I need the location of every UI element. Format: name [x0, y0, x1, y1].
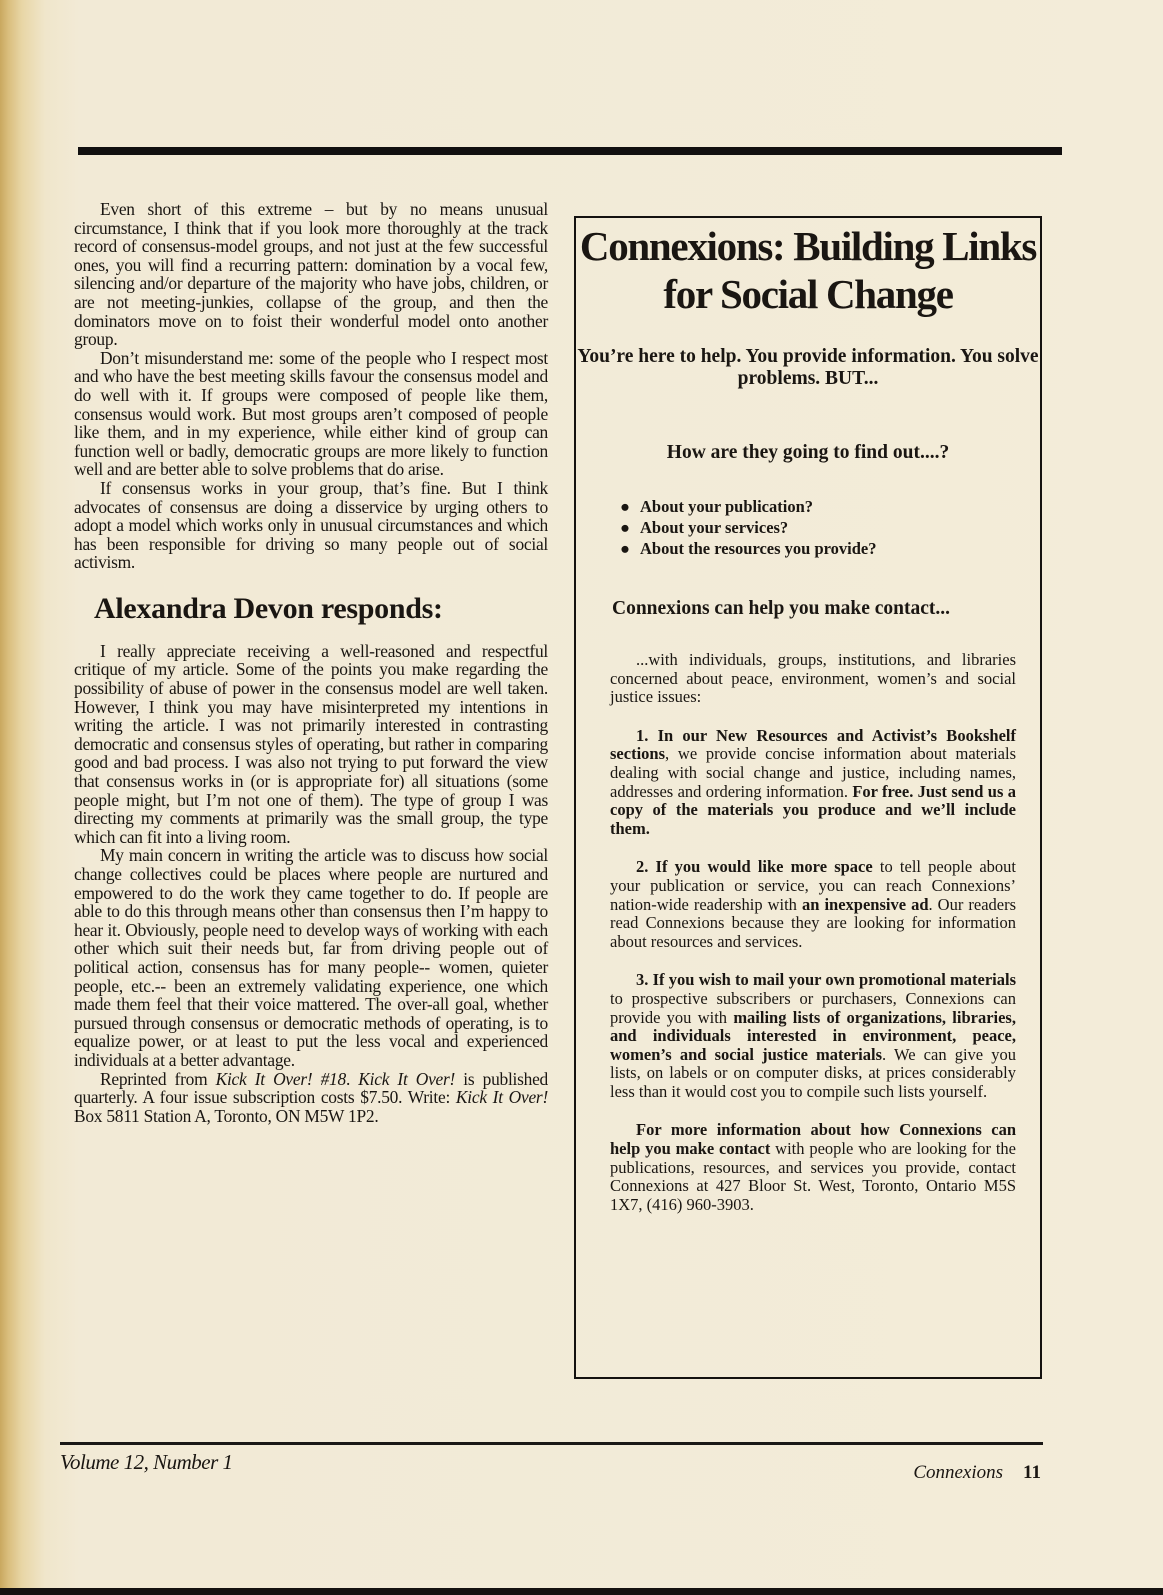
page-number: 11 [1023, 1462, 1041, 1483]
ad-body [610, 651, 1016, 1234]
ad-with-text: ...with individuals, groups, institutions, and libraries concerned about peace, environment, women’s and social justice issues: [610, 650, 1016, 707]
ad-item-1 [610, 727, 1016, 839]
reprint-source: Kick It Over! [358, 1068, 456, 1089]
footer-publication [913, 1462, 1041, 1484]
response-paragraph: My main concern in writing the article was to discuss how social change collectives could be places where people are nurtured and empowered to do the work they came together to do. If people are able to do this through means other than consensus then I’m happy to hear it. Obviously, people need to develop ways of working with each other which suit their needs but, far from driving people out of political action, consensus has for many people-- women, quieter people, etc.-- been an extremely validating experience, one which made them feel that their voice mattered. The over-all goal, whether pursued through consensus or democratic methods of operating, is to equalize power, or at least to put the less vocal and experienced individuals at a better advantage. [74, 845, 548, 1070]
bullet-icon: ● [620, 497, 630, 516]
ad-item-text: to prospective subscribers or purchasers, Connexions can provide you with [610, 988, 1016, 1027]
connexions-ad-box [574, 216, 1042, 1379]
bullet-text: About the resources you provide? [640, 539, 877, 558]
ad-intro: You’re here to help. You provide information. You solve problems. BUT... [577, 346, 1039, 389]
ad-bullet-item [620, 517, 877, 538]
footer-publication-name: Connexions [913, 1462, 1004, 1483]
ad-question: How are they going to find out....? [666, 442, 950, 463]
ad-bullet-item [620, 538, 877, 559]
article-paragraph: Don’t misunderstand me: some of the people who I respect most and who have the best meeting skills favour the consensus model and do well with it. If groups were composed of people like them, consensus would work. But most groups aren’t composed of people like them, and in my experience, while either kind of group can function well or badly, democratic groups are more likely to function well and are better able to solve problems that do arise. [74, 347, 548, 480]
reprint-text: . [345, 1068, 359, 1089]
bullet-text: About your publication? [640, 497, 813, 516]
ad-title: Connexions: Building Links for Social Change [579, 223, 1037, 317]
ad-item-bold: an inexpensive ad [801, 894, 929, 914]
ad-closing [610, 1121, 1016, 1214]
ad-bullet-item [620, 496, 877, 517]
response-paragraph: I really appreciate receiving a well-reasoned and respectful critique of my article. Some of the points you make regarding the possibility of abuse of power in the consensus model are well taken. However, I think you may have misinterpreted my intentions in writing the article. I was not primarily interested in contrasting democratic and consensus styles of operating, but rather in comparing good and bad process. I was also not trying to put forward the view that consensus works in (or is appropriate for) all situations (some people might, but I’m not one of them). The type of group I was directing my comments at primarily was the small group, the type which can fit into a living room. [74, 640, 548, 847]
ad-item-2 [610, 858, 1016, 951]
ad-item-3 [610, 971, 1016, 1101]
ad-item-bold: mailing lists of organizations, libraries, and individuals interested in environment, peace, women’s and social justice materials [610, 1007, 1016, 1064]
reprint-text: is published quarterly. A four issue subscription costs $7.50. Write: [74, 1068, 549, 1108]
article-paragraph: Even short of this extreme – but by no means unusual circumstance, I think that if you look more thoroughly at the track record of consensus-model groups, and not just at the few successful ones, you will find a recurring pattern: domination by a vocal few, silencing and/or departure of the majority who have jobs, children, or are not meeting-junkies, collapse of the group, and then the dominators move on to foist their wonderful model onto another group. [74, 199, 548, 350]
ad-item-bold: 3. If you wish to mail your own promotional materials [636, 970, 1016, 990]
bullet-text: About your services? [640, 518, 789, 537]
ad-contact-heading: Connexions can help you make contact... [612, 598, 951, 619]
ad-item-text: with people who are looking for the publications, resources, and services you provide, contact Connexions at 427 Bloor St. West, Toronto, Ontario M5S 1X7, (416) 960-3903. [610, 1139, 1016, 1214]
ad-item-text: to tell people about your publication or service, you can reach Connexions’ nation-wide readership with [610, 857, 1016, 914]
ad-item-text: . Our readers read Connexions because they are looking for information about resources and services. [610, 894, 1017, 951]
reprint-text: Reprinted from [100, 1068, 216, 1089]
ad-item-bold: 1. In our New Resources and Activist’s Bookshelf sections [610, 725, 1016, 764]
footer-rule [60, 1442, 1043, 1445]
ad-item-bold: For free. Just send us a copy of the materials you produce and we’ll include them. [610, 781, 1016, 838]
footer-volume: Volume 12, Number 1 [60, 1450, 233, 1474]
scan-edge [0, 1588, 1163, 1595]
article-column [74, 200, 548, 1125]
ad-item-bold: For more information about how Connexions can help you make contact [610, 1120, 1016, 1159]
ad-item-text: , we provide concise information about materials dealing with social change and justice, including names, addresses and ordering information. [610, 744, 1016, 801]
reprint-source: Kick It Over! [455, 1087, 548, 1108]
ad-bullet-list [620, 496, 877, 559]
bullet-icon: ● [620, 539, 630, 558]
top-rule [78, 147, 1062, 155]
reprint-note [74, 1070, 548, 1126]
reprint-source: Kick It Over! #18 [215, 1068, 346, 1089]
response-heading: Alexandra Devon responds: [94, 591, 443, 625]
bullet-icon: ● [620, 518, 630, 537]
ad-item-bold: 2. If you would like more space [636, 857, 873, 877]
reprint-text: Box 5811 Station A, Toronto, ON M5W 1P2. [74, 1105, 379, 1126]
ad-item-text: . We can give you lists, on labels or on computer disks, at prices considerably less than it would cost you to compile such lists yourself. [610, 1044, 1016, 1101]
article-paragraph: If consensus works in your group, that’s fine. But I think advocates of consensus are doing a disservice by urging others to adopt a model which works only in unusual circumstances and which has been responsible for driving so many people out of social activism. [74, 477, 548, 573]
